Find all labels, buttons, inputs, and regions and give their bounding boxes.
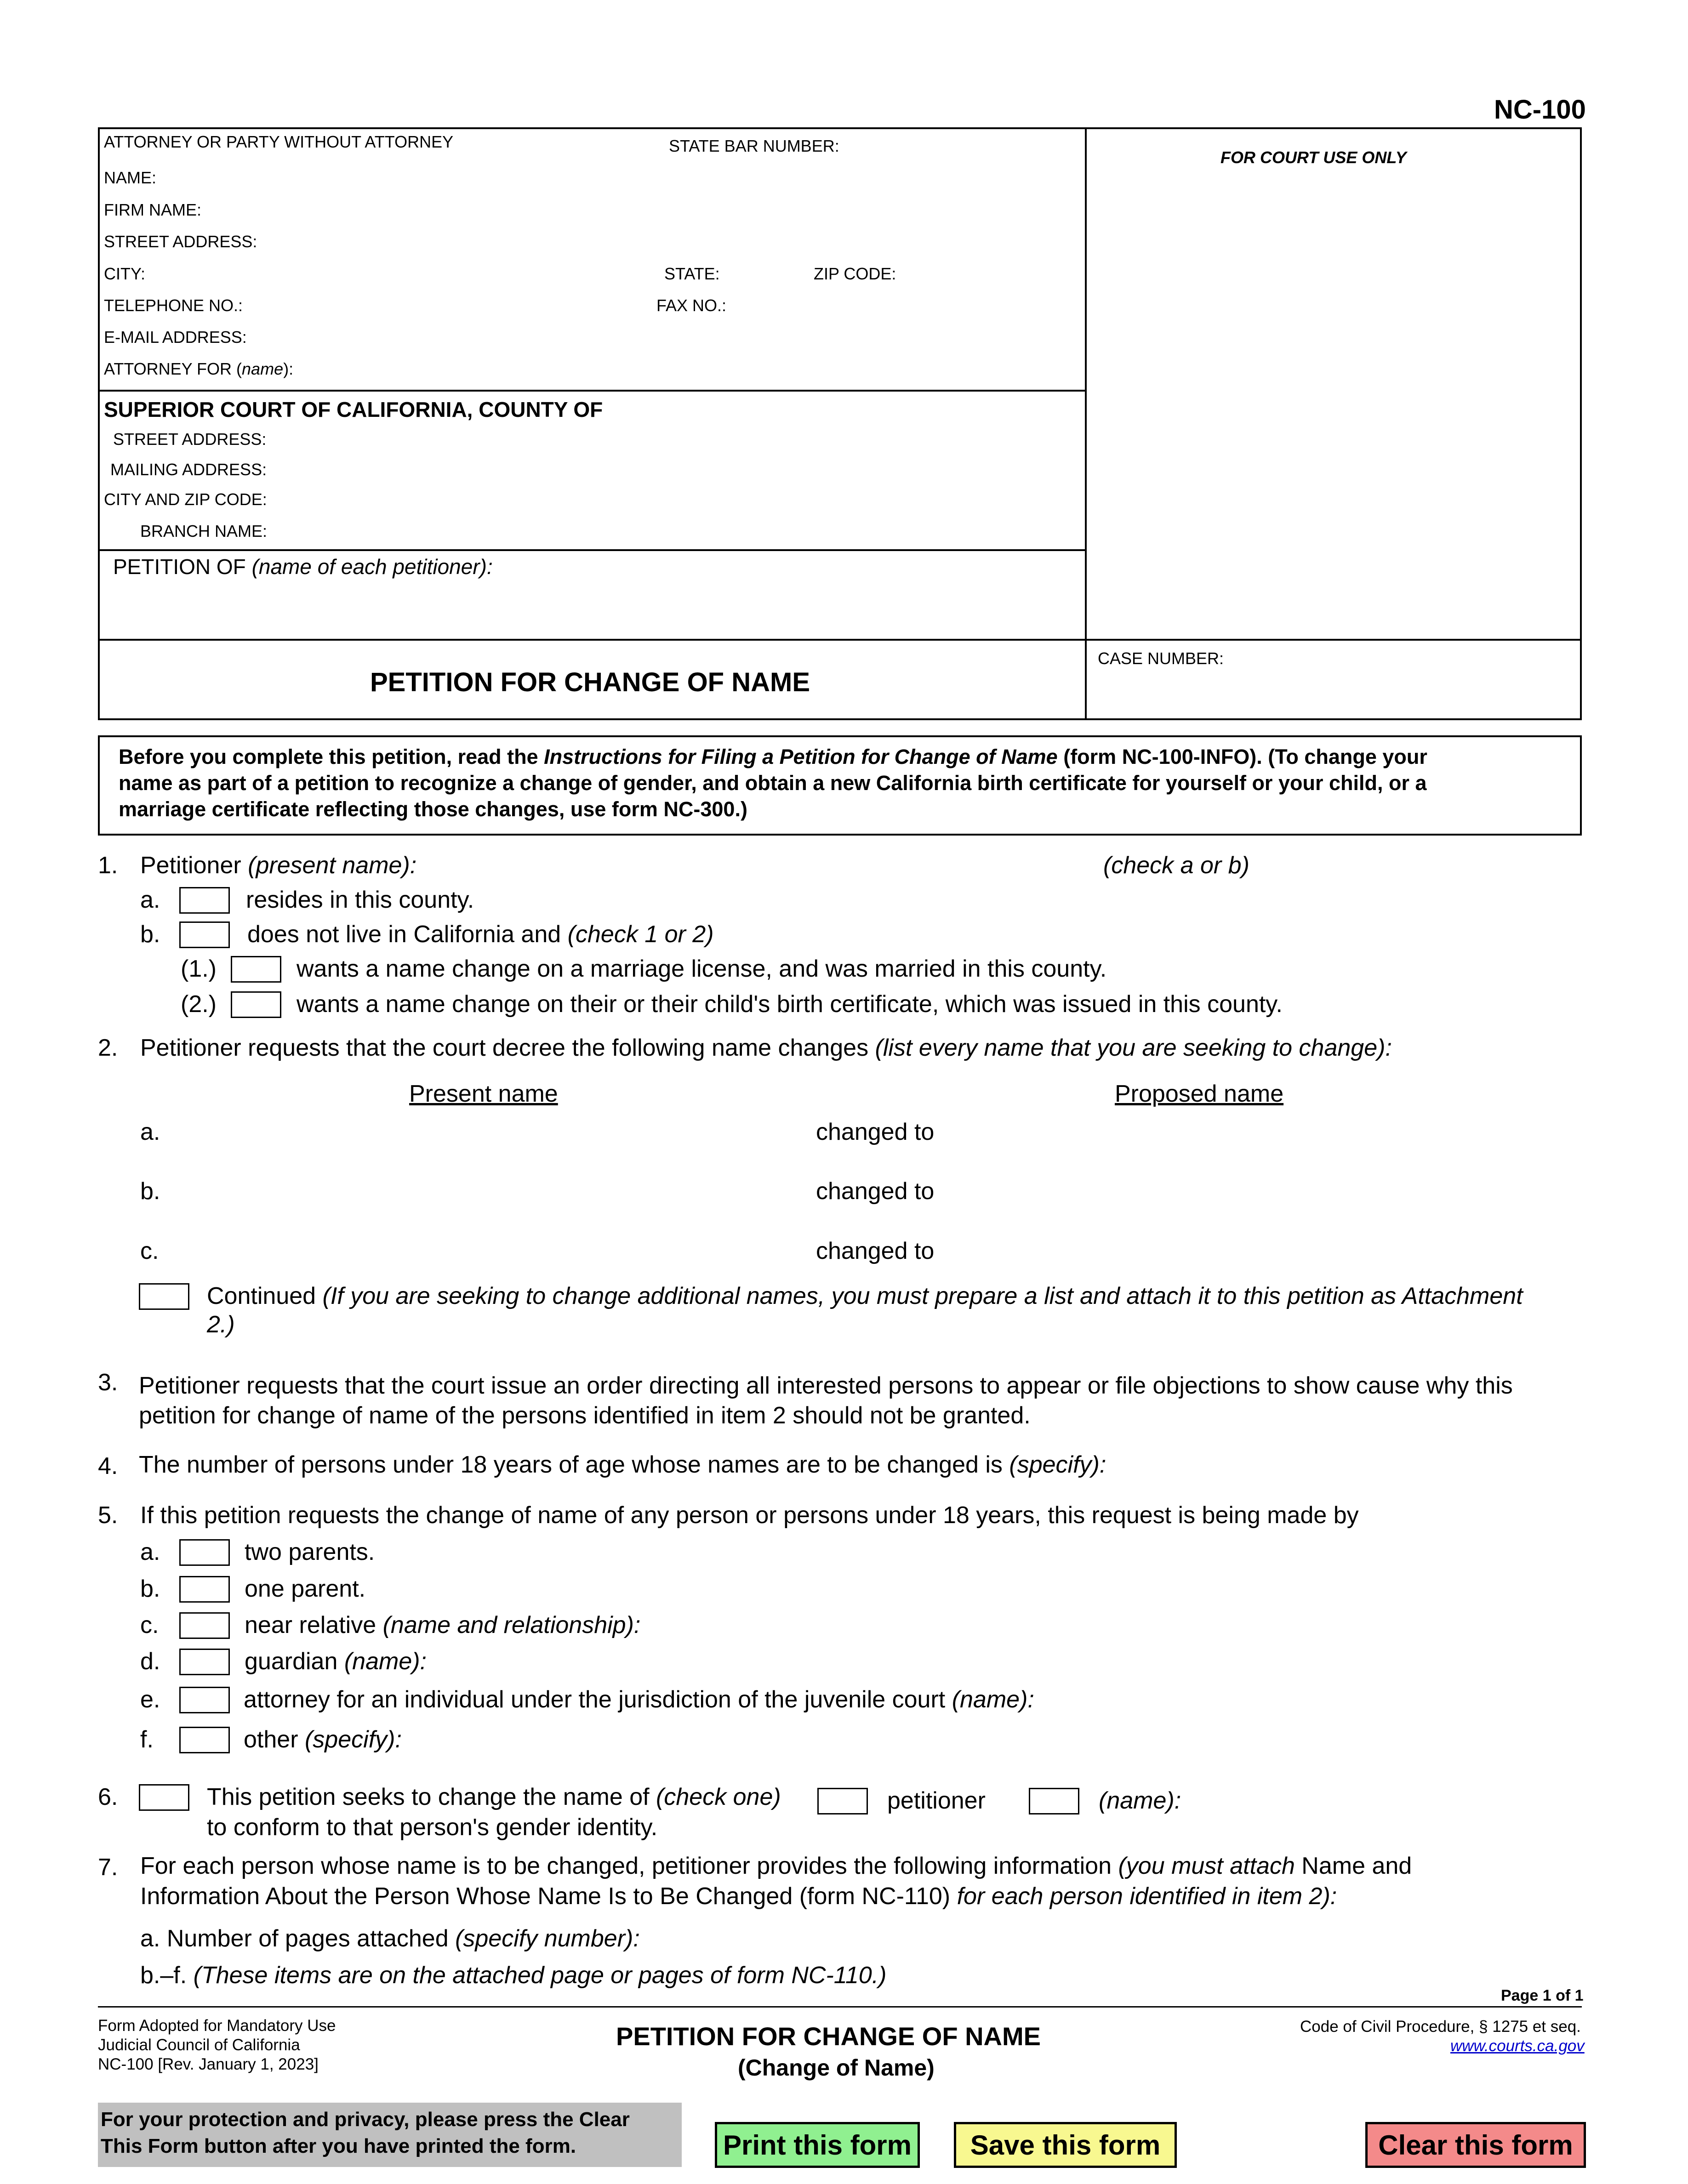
- footer-adopted-3: NC-100 [Rev. January 1, 2023]: [98, 2055, 319, 2073]
- attorney-for-label[interactable]: ATTORNEY FOR (name):: [104, 359, 294, 378]
- item-2-number: 2.: [98, 1035, 118, 1061]
- zip-label[interactable]: ZIP CODE:: [814, 264, 896, 283]
- petition-of-label[interactable]: PETITION OF (name of each petitioner):: [113, 555, 493, 579]
- case-number-label[interactable]: CASE NUMBER:: [1098, 649, 1224, 668]
- item-7-line-1: For each person whose name is to be changed, petitioner provides the following information (you must attach Name and: [140, 1853, 1412, 1879]
- email-label[interactable]: E-MAIL ADDRESS:: [104, 328, 247, 347]
- clear-form-button[interactable]: Clear this form: [1365, 2122, 1586, 2168]
- item-1a-letter: a.: [140, 887, 160, 913]
- item-5f-letter: f.: [140, 1726, 154, 1753]
- item-5e-letter: e.: [140, 1686, 160, 1713]
- continued-text: Continued (If you are seeking to change additional names, you must prepare a list and attach it to this petition as Attachment: [207, 1283, 1523, 1309]
- item-5a-text: two parents.: [245, 1539, 375, 1565]
- item-1-number: 1.: [98, 852, 118, 879]
- item-7bf-text: b.–f. (These items are on the attached page or pages of form NC-110.): [140, 1962, 887, 1989]
- item-5c-letter: c.: [140, 1612, 159, 1638]
- present-name-header: Present name: [409, 1081, 558, 1107]
- item-5d-text: guardian (name):: [245, 1648, 427, 1675]
- item-4-number: 4.: [98, 1453, 118, 1479]
- court-branch-label[interactable]: BRANCH NAME:: [140, 522, 268, 540]
- item-7-line-2: Information About the Person Whose Name Is to Be Changed (form NC-110) for each person identified in item 2):: [140, 1883, 1337, 1910]
- form-title: PETITION FOR CHANGE OF NAME: [370, 667, 810, 697]
- item-5a-checkbox[interactable]: [179, 1539, 230, 1566]
- item-5c-text: near relative (name and relationship):: [245, 1612, 641, 1638]
- state-bar-label[interactable]: STATE BAR NUMBER:: [669, 136, 839, 155]
- item-1b-checkbox[interactable]: [179, 921, 230, 948]
- court-use-label: FOR COURT USE ONLY: [1220, 148, 1407, 167]
- item-1b2-checkbox[interactable]: [231, 991, 281, 1018]
- item-6-line-2: to conform to that person's gender identity.: [207, 1814, 658, 1841]
- footer-subtitle: (Change of Name): [738, 2055, 935, 2081]
- item-3-number: 3.: [98, 1369, 118, 1396]
- item-6-checkbox[interactable]: [139, 1784, 189, 1811]
- courts-link[interactable]: www.courts.ca.gov: [1450, 2037, 1585, 2055]
- name-row-a-letter: a.: [140, 1119, 160, 1145]
- header-box: [98, 127, 1582, 720]
- name-row-b-letter: b.: [140, 1178, 160, 1205]
- continued-text-2: 2.): [207, 1311, 235, 1338]
- item-5e-text: attorney for an individual under the jurisdiction of the juvenile court (name):: [244, 1686, 1034, 1713]
- item-1b1-checkbox[interactable]: [231, 956, 281, 983]
- item-1a-text: resides in this county.: [246, 887, 474, 913]
- item-7-number: 7.: [98, 1854, 118, 1881]
- name-row-a-changed: changed to: [816, 1119, 935, 1145]
- notice-line-1: Before you complete this petition, read the Instructions for Filing a Petition for Change of Name (form NC-100-INFO). (To change your: [119, 745, 1427, 768]
- notice-line-2: name as part of a petition to recognize a change of gender, and obtain a new California birth certificate for yourself or your child, or a: [119, 771, 1427, 795]
- phone-label[interactable]: TELEPHONE NO.:: [104, 296, 243, 315]
- item-5-number: 5.: [98, 1502, 118, 1529]
- footer-code: Code of Civil Procedure, § 1275 et seq.: [1300, 2018, 1581, 2036]
- item-7a-text: a. Number of pages attached (specify number):: [140, 1925, 640, 1952]
- item-6-name-label: (name):: [1099, 1787, 1181, 1814]
- item-6-petitioner-checkbox[interactable]: [817, 1788, 868, 1814]
- item-5d-checkbox[interactable]: [179, 1649, 230, 1675]
- item-1b1-text: wants a name change on a marriage license, and was married in this county.: [297, 956, 1107, 982]
- firm-label[interactable]: FIRM NAME:: [104, 200, 201, 219]
- footer-adopted-2: Judicial Council of California: [98, 2036, 300, 2054]
- item-1b-text: does not live in California and (check 1 or 2): [247, 921, 714, 948]
- item-5f-text: other (specify):: [244, 1726, 402, 1753]
- item-6-petitioner-label: petitioner: [887, 1787, 986, 1814]
- court-cityzip-label[interactable]: CITY AND ZIP CODE:: [104, 490, 267, 509]
- save-form-button[interactable]: Save this form: [954, 2122, 1177, 2168]
- item-5f-checkbox[interactable]: [179, 1727, 230, 1753]
- city-label[interactable]: CITY:: [104, 264, 146, 283]
- name-label[interactable]: NAME:: [104, 168, 157, 187]
- privacy-notice: For your protection and privacy, please press the Clear This Form button after you have printed the form.: [98, 2103, 682, 2167]
- item-5c-checkbox[interactable]: [179, 1612, 230, 1639]
- item-4-text: The number of persons under 18 years of age whose names are to be changed is (specify):: [139, 1451, 1106, 1478]
- court-street-label[interactable]: STREET ADDRESS:: [113, 430, 267, 449]
- footer-title: PETITION FOR CHANGE OF NAME: [616, 2022, 1041, 2051]
- attorney-label: ATTORNEY OR PARTY WITHOUT ATTORNEY: [104, 132, 454, 151]
- item-1b1-label: (1.): [181, 956, 217, 982]
- print-form-button[interactable]: Print this form: [715, 2122, 920, 2168]
- item-6-text: This petition seeks to change the name of (check one): [207, 1784, 781, 1810]
- proposed-name-header: Proposed name: [1115, 1081, 1284, 1107]
- item-3-line-1: Petitioner requests that the court issue an order directing all interested persons to appear or file objections to show cause why this: [139, 1372, 1513, 1399]
- item-1b2-label: (2.): [181, 991, 217, 1018]
- name-row-c-changed: changed to: [816, 1238, 935, 1264]
- item-2-text: Petitioner requests that the court decree the following name changes (list every name that you are seeking to change):: [140, 1035, 1392, 1061]
- item-1-text: Petitioner (present name):: [140, 852, 417, 879]
- item-5a-letter: a.: [140, 1539, 160, 1565]
- footer-adopted-1: Form Adopted for Mandatory Use: [98, 2017, 336, 2035]
- item-1a-checkbox[interactable]: [179, 887, 230, 914]
- continued-checkbox[interactable]: [139, 1283, 189, 1310]
- item-6-name-checkbox[interactable]: [1029, 1788, 1079, 1814]
- item-1b-letter: b.: [140, 921, 160, 948]
- notice-line-3: marriage certificate reflecting those changes, use form NC-300.): [119, 797, 747, 821]
- page-number: Page 1 of 1: [1501, 1987, 1584, 2004]
- name-row-b-changed: changed to: [816, 1178, 935, 1205]
- item-5b-text: one parent.: [245, 1575, 366, 1602]
- item-5b-checkbox[interactable]: [179, 1576, 230, 1603]
- item-5b-letter: b.: [140, 1575, 160, 1602]
- item-1-check-note: (check a or b): [1103, 852, 1249, 879]
- item-5-text: If this petition requests the change of name of any person or persons under 18 years, this request is being made by: [140, 1502, 1359, 1529]
- item-5e-checkbox[interactable]: [179, 1687, 230, 1713]
- form-id: NC-100: [1494, 95, 1586, 125]
- item-5d-letter: d.: [140, 1648, 160, 1675]
- court-title: SUPERIOR COURT OF CALIFORNIA, COUNTY OF: [104, 398, 603, 421]
- court-mailing-label[interactable]: MAILING ADDRESS:: [110, 460, 267, 479]
- item-1b2-text: wants a name change on their or their child's birth certificate, which was issued in this county.: [297, 991, 1283, 1018]
- street-label[interactable]: STREET ADDRESS:: [104, 232, 257, 251]
- item-6-number: 6.: [98, 1784, 118, 1810]
- item-3-line-2: petition for change of name of the persons identified in item 2 should not be granted.: [139, 1402, 1031, 1429]
- fax-label[interactable]: FAX NO.:: [656, 296, 727, 315]
- state-label[interactable]: STATE:: [664, 264, 720, 283]
- name-row-c-letter: c.: [140, 1238, 159, 1264]
